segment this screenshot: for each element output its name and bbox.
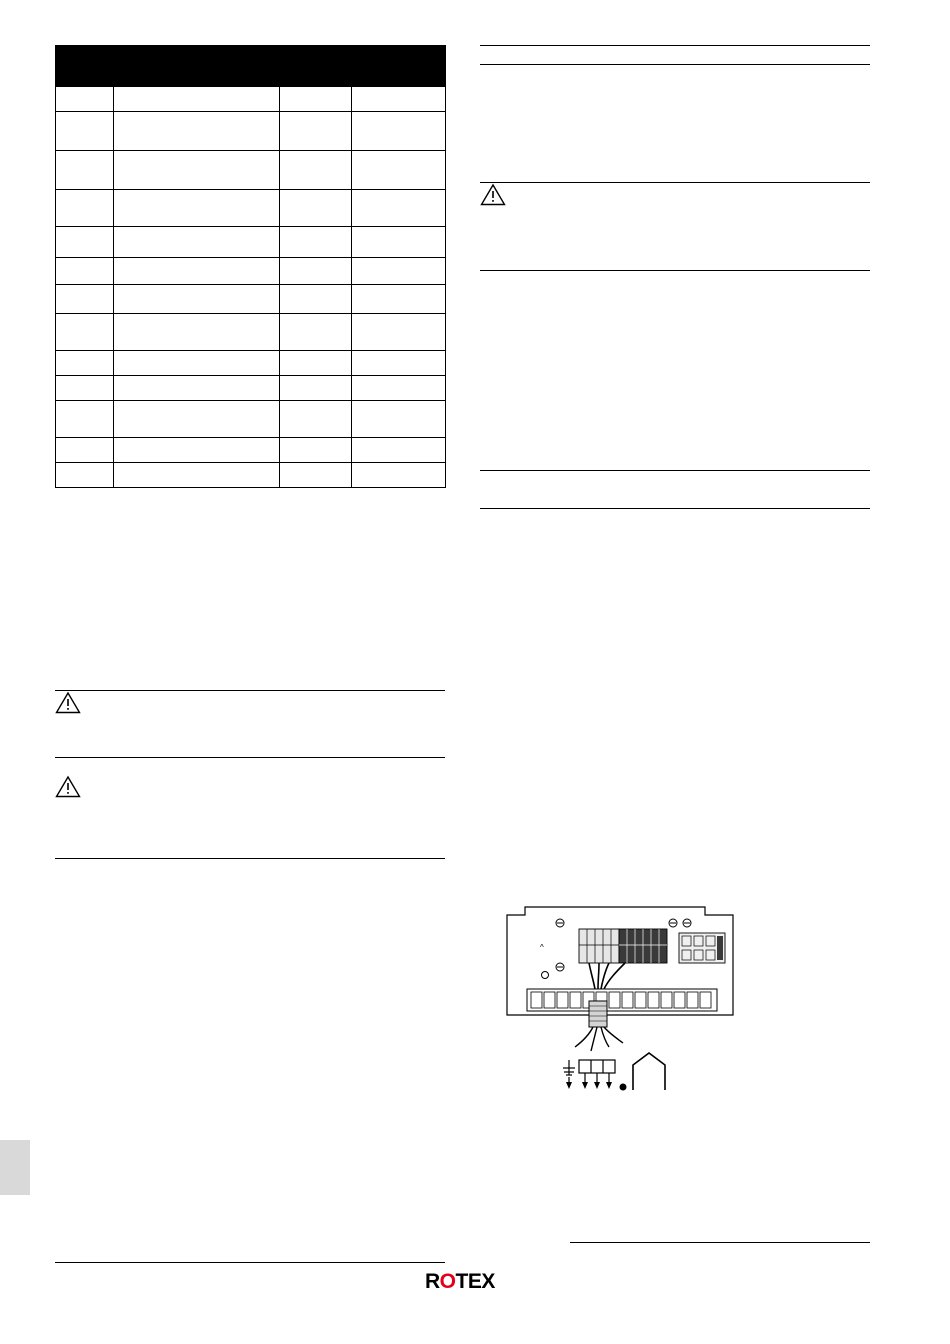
- table-cell: [114, 112, 280, 151]
- warning-triangle-icon: [55, 691, 81, 714]
- table-row: [56, 314, 446, 351]
- table-cell: [114, 87, 280, 112]
- table-cell: [280, 227, 352, 258]
- table-cell: [280, 258, 352, 285]
- table-cell: [280, 401, 352, 438]
- left-notice-1: [55, 690, 445, 758]
- right-divider-4: [480, 508, 870, 509]
- table-cell: [114, 285, 280, 314]
- footer-divider-right: [570, 1242, 870, 1243]
- footer-divider-left: [55, 1262, 445, 1263]
- table-cell: [352, 438, 446, 463]
- table-cell: [56, 227, 114, 258]
- table-cell: [56, 151, 114, 190]
- warning-triangle-icon: [480, 183, 506, 206]
- table-cell: [352, 314, 446, 351]
- table-row: [56, 351, 446, 376]
- table-cell: [114, 351, 280, 376]
- table-cell: [352, 376, 446, 401]
- table-cell: [56, 190, 114, 227]
- left-notice-2: [55, 775, 445, 819]
- table-cell: [280, 151, 352, 190]
- table-row: [56, 376, 446, 401]
- table-cell: [352, 190, 446, 227]
- table-cell: [56, 87, 114, 112]
- table-row: [56, 112, 446, 151]
- table-row: [56, 151, 446, 190]
- page-tab-marker: [0, 1140, 30, 1195]
- table-cell: [280, 190, 352, 227]
- figure-legend: [563, 1053, 665, 1091]
- table-header-row: [56, 46, 446, 87]
- table-cell: [352, 401, 446, 438]
- brand-logo: [425, 1270, 525, 1294]
- table-cell: [352, 112, 446, 151]
- notice-body: [55, 691, 445, 735]
- table-row: [56, 190, 446, 227]
- table-cell: [56, 285, 114, 314]
- brand-logo-suffix: TEX: [455, 1270, 495, 1293]
- divider: [55, 757, 445, 758]
- table-cell: [352, 227, 446, 258]
- brand-logo-prefix: R: [425, 1270, 440, 1293]
- table-cell: [280, 351, 352, 376]
- divider: [55, 858, 445, 859]
- table-row: [56, 87, 446, 112]
- table-cell: [56, 258, 114, 285]
- table-cell: [280, 87, 352, 112]
- table-row: [56, 227, 446, 258]
- brand-logo-accent: O: [439, 1270, 456, 1293]
- table-cell: [280, 376, 352, 401]
- specification-table: [55, 45, 446, 488]
- table-cell: [56, 112, 114, 151]
- table-row: [56, 438, 446, 463]
- table-cell: [114, 258, 280, 285]
- table-cell: [56, 463, 114, 488]
- table-cell: [56, 376, 114, 401]
- table-cell: [352, 87, 446, 112]
- table-header-cell: [280, 46, 352, 87]
- table-cell: [56, 314, 114, 351]
- divider: [480, 270, 870, 271]
- notice-body: [480, 183, 870, 227]
- table-cell: [352, 151, 446, 190]
- table-cell: [280, 463, 352, 488]
- warning-triangle-icon: [55, 775, 81, 798]
- svg-text:^: ^: [540, 943, 544, 952]
- table-cell: [114, 151, 280, 190]
- table-header: [56, 46, 446, 87]
- right-divider-3: [480, 470, 870, 471]
- table-cell: [114, 190, 280, 227]
- table-row: [56, 258, 446, 285]
- table-cell: [114, 401, 280, 438]
- left-column: [55, 45, 445, 488]
- table-cell: [280, 314, 352, 351]
- table-body: [56, 87, 446, 488]
- table-header-cell: [114, 46, 280, 87]
- table-row: [56, 401, 446, 438]
- table-cell: [352, 463, 446, 488]
- table-cell: [56, 401, 114, 438]
- wiring-diagram-figure: [505, 905, 745, 1120]
- notice-body: [55, 775, 445, 819]
- right-notice-1: [480, 182, 870, 227]
- table-cell: [280, 438, 352, 463]
- table-header-cell: [352, 46, 446, 87]
- table-header-cell: [56, 46, 114, 87]
- table-row: [56, 463, 446, 488]
- divider: [480, 64, 870, 65]
- table-cell: [352, 285, 446, 314]
- brand-logo-text: [425, 1270, 495, 1293]
- table-cell: [114, 227, 280, 258]
- table-cell: [114, 376, 280, 401]
- table-cell: [114, 314, 280, 351]
- right-divider-2: [480, 270, 870, 271]
- table-cell: [56, 351, 114, 376]
- table-cell: [352, 258, 446, 285]
- table-cell: [114, 463, 280, 488]
- table-cell: [352, 351, 446, 376]
- divider: [480, 470, 870, 471]
- wiring-diagram-svg: [505, 905, 745, 1120]
- table-cell: [114, 438, 280, 463]
- table-cell: [280, 112, 352, 151]
- table-cell: [56, 438, 114, 463]
- table-row: [56, 285, 446, 314]
- table-cell: [280, 285, 352, 314]
- divider: [480, 508, 870, 509]
- right-column: [480, 45, 870, 65]
